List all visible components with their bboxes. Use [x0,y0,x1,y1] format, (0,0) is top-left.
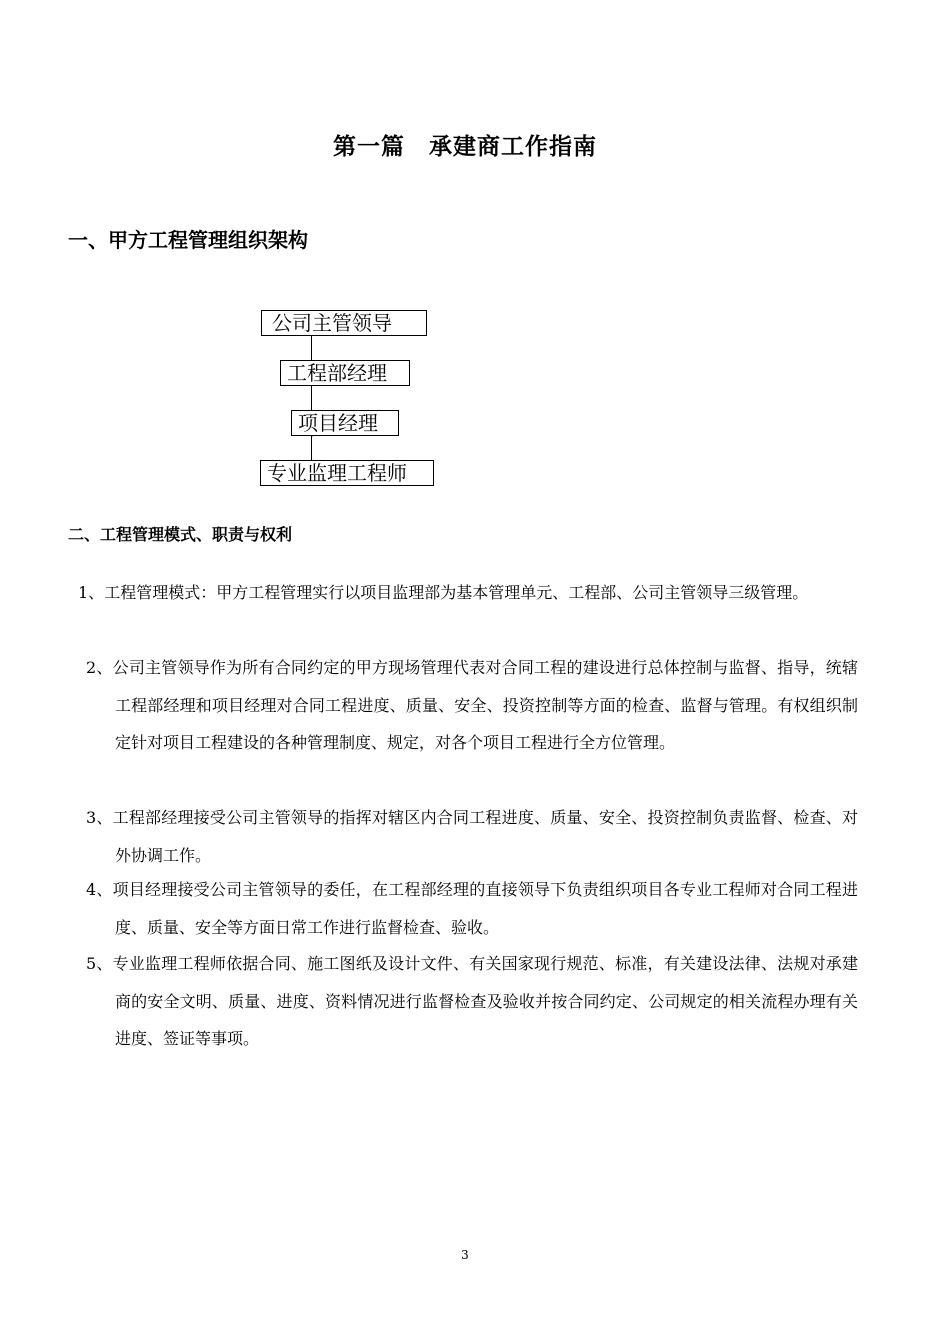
list-item-number: 5、 [86,954,113,973]
list-item-number: 3、 [86,808,113,827]
section-heading-org-structure: 一、甲方工程管理组织架构 [68,228,308,252]
list-item-text: 工程管理模式：甲方工程管理实行以项目监理部为基本管理单元、工程部、公司主管领导三级管理。 [104,583,809,602]
list-item [86,799,858,874]
list-item-number: 2、 [86,658,113,677]
section-heading-management-mode: 二、工程管理模式、职责与权利 [68,525,293,544]
org-connector [311,336,312,362]
page-number: 3 [461,1248,469,1262]
list-item-number: 1、 [78,583,105,602]
org-box-supervision-engineer: 专业监理工程师 [260,460,434,486]
list-item [86,945,858,1058]
list-item [86,871,858,946]
list-item-text: 项目经理接受公司主管领导的委任，在工程部经理的直接领导下负责组织项目各专业工程师对合同工程进度、质量、安全等方面日常工作进行监督检查、验收。 [112,880,858,937]
page-title: 第一篇 承建商工作指南 [333,134,597,160]
list-item-number: 4、 [86,880,113,899]
org-box-engineering-manager: 工程部经理 [280,360,410,386]
list-item [78,574,858,612]
list-item-text: 公司主管领导作为所有合同约定的甲方现场管理代表对合同工程的建设进行总体控制与监督、指导，统辖工程部经理和项目经理对合同工程进度、质量、安全、投资控制等方面的检查、监督与管理。有权组织制定针对项目工程建设的各种管理制度、规定，对各个项目工程进行全方位管理。 [112,658,858,752]
list-item-text: 工程部经理接受公司主管领导的指挥对辖区内合同工程进度、质量、安全、投资控制负责监督、检查、对外协调工作。 [112,808,858,865]
list-item [86,649,858,762]
list-item-text: 专业监理工程师依据合同、施工图纸及设计文件、有关国家现行规范、标准，有关建设法律、法规对承建商的安全文明、质量、进度、资料情况进行监督检查及验收并按合同约定、公司规定的相关流程办理有关进度、签证等事项。 [112,954,858,1048]
org-box-project-manager: 项目经理 [291,410,399,436]
org-box-company-leader: 公司主管领导 [261,310,427,336]
org-connector [311,386,312,412]
org-connector [311,436,312,460]
